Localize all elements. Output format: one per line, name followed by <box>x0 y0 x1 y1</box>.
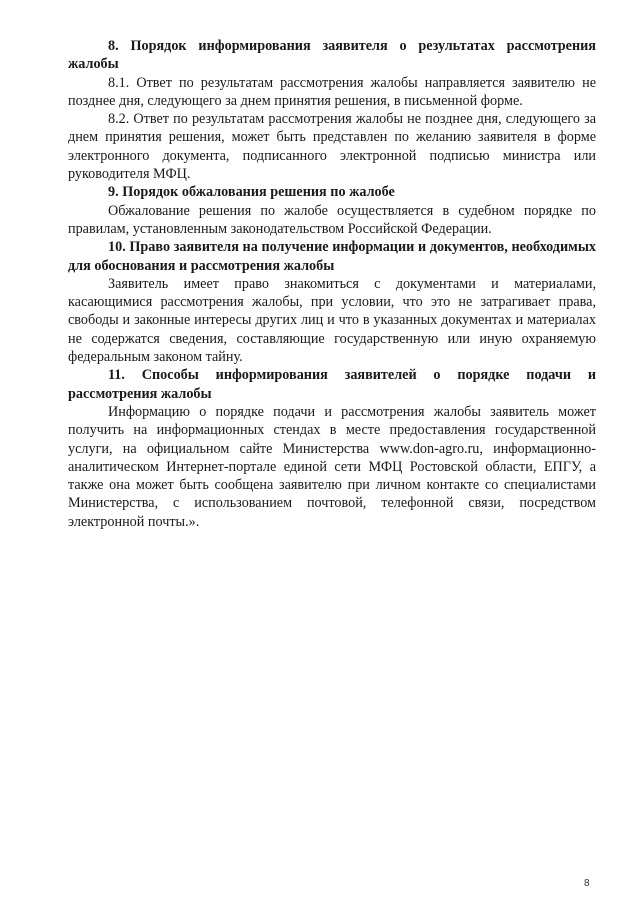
section-8-heading: 8. Порядок информирования заявителя о результатах рассмотрения жалобы <box>68 38 596 73</box>
section-9-heading: 9. Порядок обжалования решения по жалобе <box>108 184 395 201</box>
document-body <box>68 37 596 531</box>
section-11-paragraph-1: Информацию о порядке подачи и рассмотрения жалобы заявитель может получить на информационных стендах в месте предоставления государственной услуги, на официальном сайте Министерства www.don-agro.ru, информационно-аналитическом Интернет-портале единой сети МФЦ Ростовской области, ЕПГУ, а также она может быть сообщена заявителю при личном контакте со специалистами Министерства, с использованием почтовой, телефонной связи, посредством электронной почты.». <box>68 403 596 530</box>
section-8-paragraph-2: 8.2. Ответ по результатам рассмотрения жалобы не позднее дня, следующего за днем принятия решения, может быть представлен по желанию заявителя в форме электронного документа, подписанного электронной подписью министра или руководителя МФЦ. <box>68 111 596 183</box>
section-8-paragraph-1: 8.1. Ответ по результатам рассмотрения жалобы направляется заявителю не позднее дня, следующего за днем принятия решения, в письменной форме. <box>68 74 596 109</box>
section-10-heading: 10. Право заявителя на получение информации и документов, необходимых для обоснования и рассмотрения жалобы <box>68 239 596 274</box>
section-11-heading: 11. Способы информирования заявителей о порядке подачи и рассмотрения жалобы <box>68 367 596 402</box>
section-10-paragraph-1: Заявитель имеет право знакомиться с документами и материалами, касающимися рассмотрения жалобы, при условии, что это не затрагивает права, свободы и законные интересы других лиц и что в указанных документах и материалах не содержатся сведения, составляющие государственную или иную охраняемую федеральным законом тайну. <box>68 275 596 366</box>
page-number: 8 <box>584 878 590 889</box>
section-9-paragraph-1: Обжалование решения по жалобе осуществляется в судебном порядке по правилам, установленным законодательством Российской Федерации. <box>68 202 596 237</box>
